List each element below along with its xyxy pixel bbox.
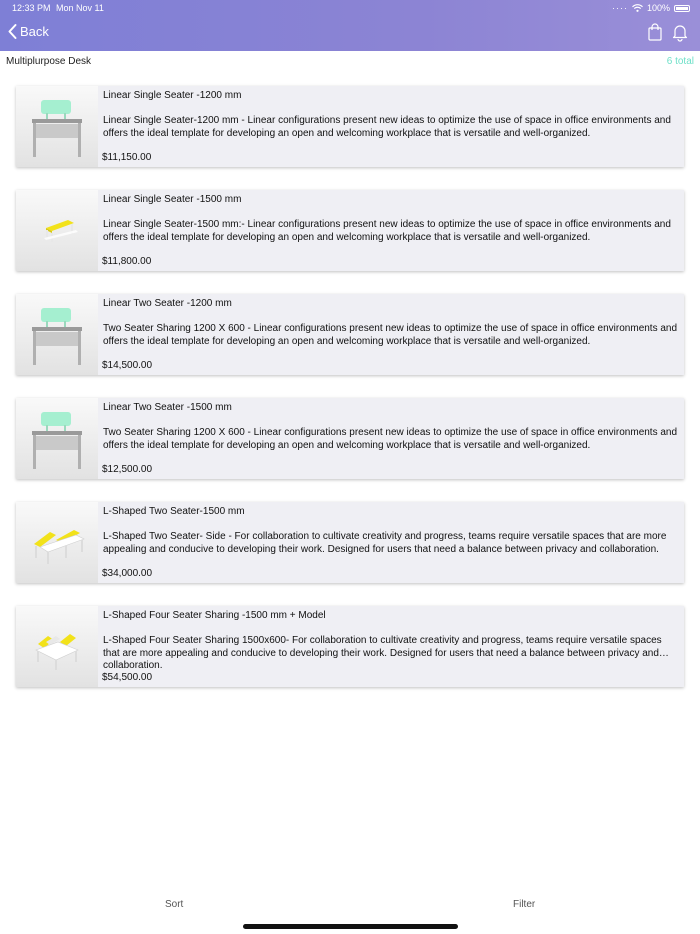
product-title: Linear Two Seater -1500 mm [103, 402, 232, 413]
product-list [16, 86, 684, 710]
shopping-bag-icon[interactable] [648, 23, 662, 41]
desk-green-screen-image [16, 294, 98, 375]
back-label: Back [20, 24, 49, 39]
status-bar [0, 0, 700, 16]
product-image [16, 294, 98, 375]
title-row [0, 56, 700, 72]
product-image [16, 606, 98, 687]
product-description: Linear Single Seater-1200 mm - Linear configurations present new ideas to optimize the use of space in office environments and offers the ideal template for developing an open and welcoming workplace that is versatile and well-organized. [103, 115, 671, 139]
product-image [16, 86, 98, 167]
product-card[interactable] [16, 190, 684, 271]
product-description: L-Shaped Two Seater- Side - For collaboration to cultivate creativity and progress, teams require versatile spaces that are more appealing and conducive to developing their work. Designed for users that need a balance between privacy and collaboration. [103, 531, 667, 555]
product-card[interactable] [16, 398, 684, 479]
nav-bar [0, 16, 700, 51]
product-price: $11,150.00 [102, 152, 152, 163]
header [0, 0, 700, 51]
desk-yellow-cluster-image [16, 606, 98, 687]
battery-icon [674, 5, 690, 12]
product-description: Two Seater Sharing 1200 X 600 - Linear configurations present new ideas to optimize the use of space in office environments and offers the ideal template for developing an open and welcoming workplace that is versatile and well-organized. [103, 427, 678, 451]
product-image [16, 190, 98, 271]
desk-yellow-lshape-image [16, 502, 98, 583]
product-card[interactable] [16, 294, 684, 375]
product-price: $14,500.00 [102, 360, 153, 371]
desk-green-screen-image [16, 398, 98, 479]
product-description: Two Seater Sharing 1200 X 600 - Linear configurations present new ideas to optimize the use of space in office environments and offers the ideal template for developing an open and welcoming workplace that is versatile and well-organized. [103, 323, 678, 347]
product-price: $54,500.00 [102, 672, 153, 683]
product-price: $11,800.00 [102, 256, 152, 267]
product-card[interactable] [16, 502, 684, 583]
status-date: Mon Nov 11 [56, 3, 104, 13]
desk-yellow-small-image [16, 190, 98, 271]
signal-icon: ···· [611, 3, 628, 13]
product-price: $34,000.00 [102, 568, 153, 579]
sort-button[interactable]: Sort [165, 899, 184, 910]
product-card[interactable] [16, 606, 684, 687]
product-image [16, 502, 98, 583]
filter-button[interactable]: Filter [513, 899, 536, 910]
chevron-left-icon [8, 24, 17, 39]
product-title: L-Shaped Four Seater Sharing -1500 mm + Model [103, 610, 326, 621]
desk-green-screen-image [16, 86, 98, 167]
product-description: L-Shaped Four Seater Sharing 1500x600- For collaboration to cultivate creativity and progress, teams require versatile spaces that are more appealing and conducive to developing their work. Designed for users that need a balance between privacy and collaboration. [103, 635, 662, 671]
back-button[interactable] [8, 24, 49, 39]
product-card[interactable] [16, 86, 684, 167]
battery-percent: 100% [646, 3, 670, 13]
product-title: Linear Two Seater -1200 mm [103, 298, 232, 309]
wifi-icon [632, 4, 643, 12]
status-right [612, 0, 690, 16]
home-indicator[interactable] [243, 924, 458, 929]
product-description: Linear Single Seater-1500 mm:- Linear configurations present new ideas to optimize the use of space in office environments and offers the ideal template for developing an open and welcoming workplace that is versatile and well-organized. [103, 219, 671, 243]
bell-icon[interactable] [672, 23, 688, 41]
product-price: $12,500.00 [102, 464, 153, 475]
product-title: L-Shaped Two Seater-1500 mm [103, 506, 245, 517]
product-title: Linear Single Seater -1200 mm [103, 90, 242, 101]
page-title: Multiplurpose Desk [6, 56, 92, 67]
total-count: 6 total [666, 56, 694, 67]
nav-actions [648, 23, 688, 41]
status-time: 12:33 PM [12, 3, 51, 13]
product-image [16, 398, 98, 479]
product-title: Linear Single Seater -1500 mm [103, 194, 242, 205]
bottom-bar [0, 895, 700, 915]
